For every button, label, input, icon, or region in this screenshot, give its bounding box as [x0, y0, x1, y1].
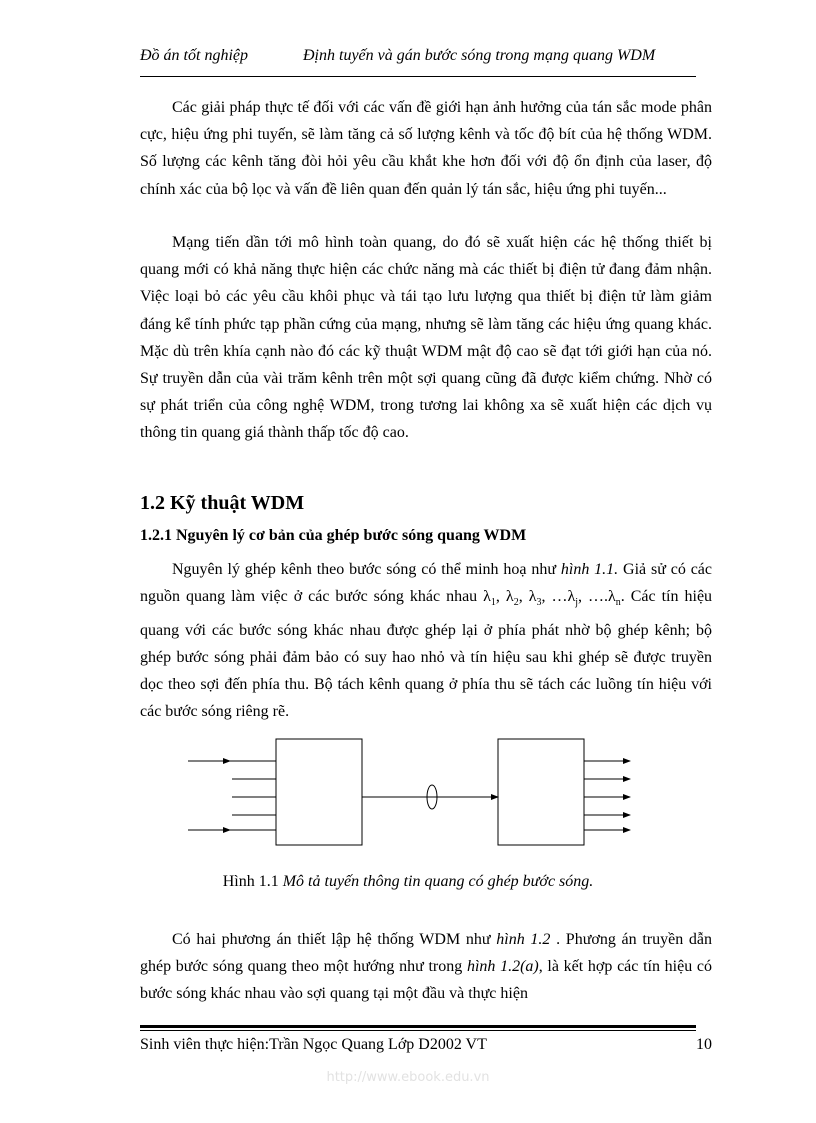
section-heading: 1.2 Kỹ thuật WDM [140, 492, 305, 514]
footer-rule-thin [140, 1030, 696, 1031]
watermark-url: http://www.ebook.edu.vn [326, 1070, 490, 1085]
page-number: 10 [696, 1036, 712, 1053]
header-left-title: Đồ án tốt nghiệp [140, 47, 248, 64]
figure-ref: hình 1.1. [560, 561, 619, 578]
figure-caption: Hình 1.1 Mô tả tuyến thông tin quang có ghép bước sóng. [222, 873, 594, 890]
paragraph-1: Các giải pháp thực tế đối với các vấn đề giới hạn ảnh hưởng của tán sắc mode phân cực, hiệu ứng phi tuyến, sẽ làm tăng cả số lượng kênh và tốc độ bít của hệ thống WDM. Số lượng các kênh tăng đòi hỏi yêu cầu khắt khe hơn đối với độ ổn định của laser, độ chính xác của bộ lọc và vấn đề liên quan đến quản lý tán sắc, hiệu ứng phi tuyến... [140, 99, 712, 198]
fiber-link [362, 785, 498, 809]
output-arrows [584, 761, 630, 830]
wdm-diagram [180, 735, 640, 847]
footer-author: Sinh viên thực hiện:Trần Ngọc Quang Lớp D2002 VT [140, 1036, 487, 1053]
header-right-title: Định tuyến và gán bước sóng trong mạng quang WDM [303, 47, 656, 64]
demultiplexer-box [498, 739, 584, 845]
paragraph-4: Có hai phương án thiết lập hệ thống WDM như hình 1.2 . Phương án truyền dẫn ghép bước sóng quang theo một hướng như trong hình 1.2(a), là kết hợp các tín hiệu có bước sóng khác nhau vào sợi quang tại một đầu và thực hiện [140, 931, 713, 1003]
header-rule [140, 76, 696, 77]
input-arrows [188, 761, 276, 830]
subsection-heading: 1.2.1 Nguyên lý cơ bản của ghép bước sóng quang WDM [140, 527, 527, 544]
footer-rule-thick [140, 1025, 696, 1028]
paragraph-3: Nguyên lý ghép kênh theo bước sóng có thể minh hoạ như hình 1.1. Giả sử có các nguồn quang làm việc ở các bước sóng khác nhau $\lambda_1$, $\lambda_2$, $\lambda_3$, $\dots\lambda_j$, $\dots.\lambda_n$. Các tín hiệu quang với các bước sóng khác nhau được ghép lại ở phía phát nhờ bộ ghép kênh; bộ ghép bước sóng phải đảm bảo có suy hao nhỏ và tín hiệu sau khi ghép sẽ được truyền dọc theo sợi đến phía thu. Bộ tách kênh quang ở phía thu sẽ tách các luồng tín hiệu với các bước sóng riêng rẽ. [140, 561, 713, 721]
paragraph-2: Mạng tiến dần tới mô hình toàn quang, do đó sẽ xuất hiện các hệ thống thiết bị quang mới có khả năng thực hiện các chức năng mà các thiết bị điện tử đang đảm nhận. Việc loại bỏ các yêu cầu khôi phục và tái tạo lưu lượng qua thiết bị điện tử làm giảm đáng kể tính phức tạp phần cứng của mạng, nhưng sẽ làm tăng các hiệu ứng quang khác. Mặc dù trên khía cạnh nào đó các kỹ thuật WDM mật độ cao sẽ đạt tới giới hạn của nó. Sự truyền dẫn của vài trăm kênh trên một sợi quang cũng đã được kiểm chứng. Nhờ có sự phát triển của công nghệ WDM, trong tương lai không xa sẽ xuất hiện các dịch vụ thông tin quang giá thành thấp tốc độ cao. [140, 234, 712, 442]
multiplexer-box [276, 739, 362, 845]
